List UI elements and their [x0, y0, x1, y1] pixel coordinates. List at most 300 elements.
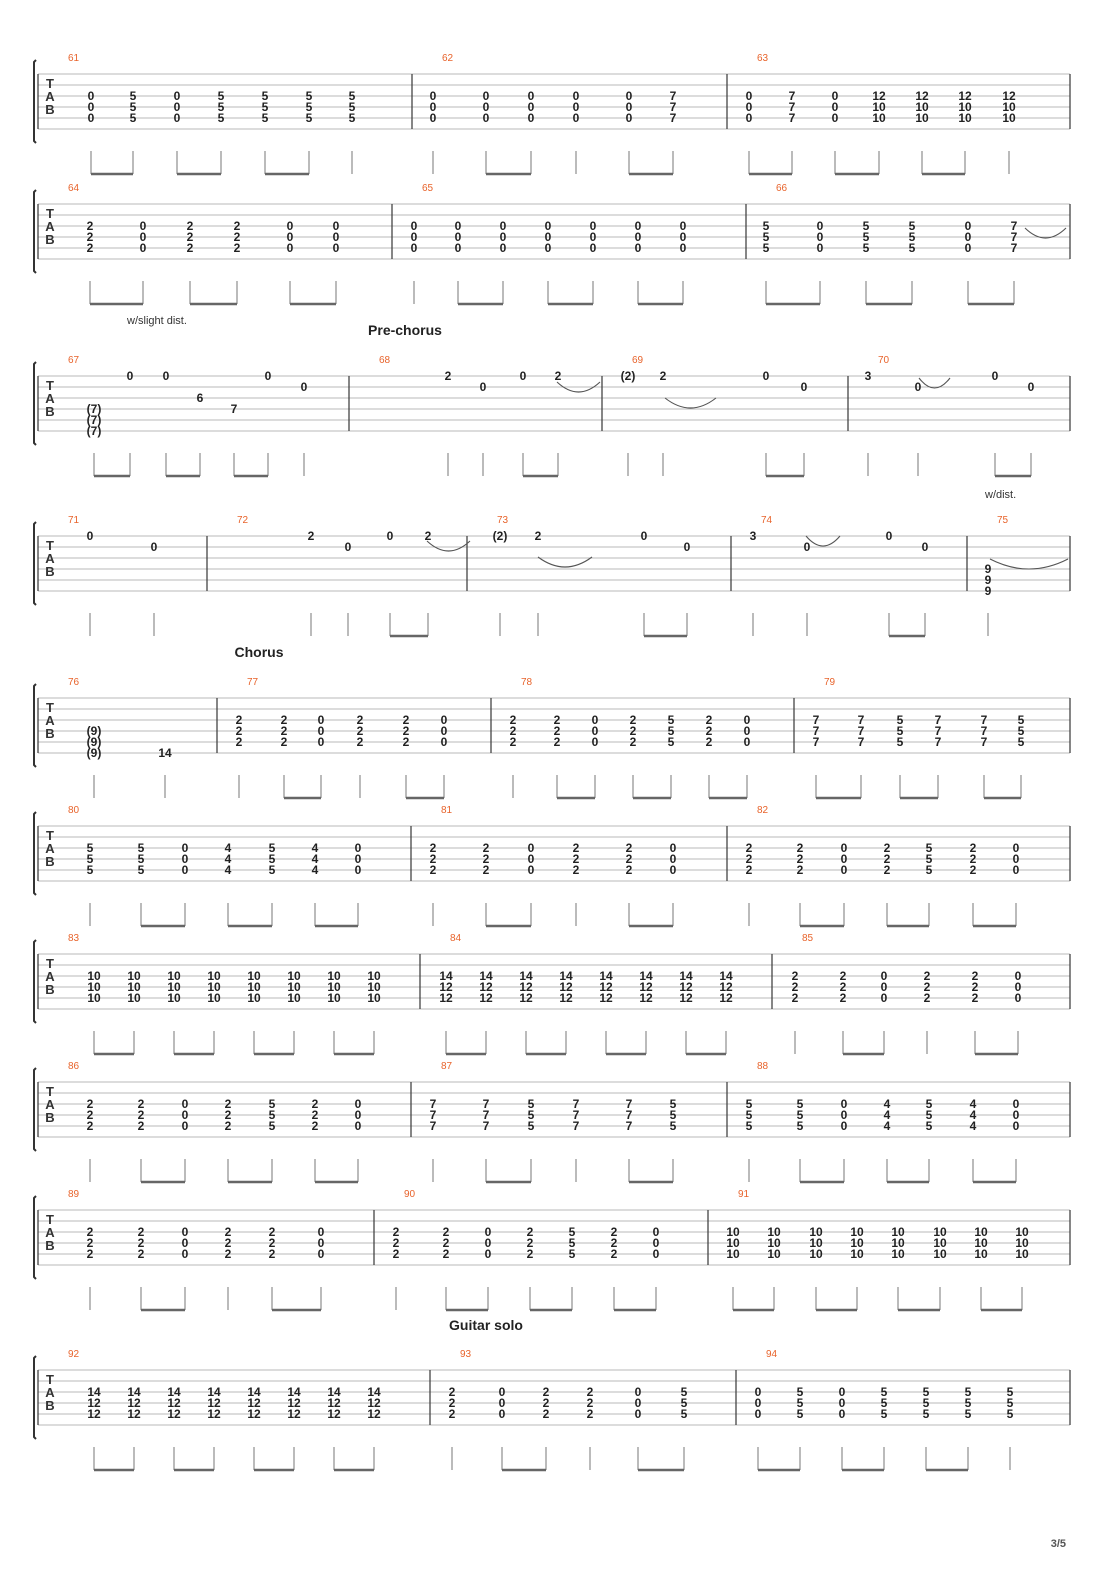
fret-number: (7)	[86, 402, 102, 416]
fret-number: 12	[327, 1407, 341, 1421]
fret-number: 5	[964, 1407, 972, 1421]
fret-number: 10	[933, 1247, 947, 1261]
fret-number: 7	[857, 713, 865, 727]
fret-number: 0	[679, 241, 687, 255]
fret-number: 0	[181, 1225, 189, 1239]
fret-number: 2	[280, 713, 288, 727]
tab-system	[34, 805, 1070, 926]
fret-number: 10	[87, 969, 101, 983]
fret-number: 0	[914, 380, 922, 394]
fret-number: 10	[327, 980, 341, 994]
fret-number: 4	[224, 863, 232, 877]
fret-number: 10	[850, 1236, 864, 1250]
fret-number: 5	[305, 89, 313, 103]
fret-number: 4	[311, 841, 319, 855]
fret-number: 0	[332, 230, 340, 244]
fret-number: 2	[224, 1119, 232, 1133]
measure-number: 73	[497, 515, 509, 526]
system-bracket	[34, 362, 36, 445]
fret-number: 0	[354, 1119, 362, 1133]
fret-number: 5	[1006, 1407, 1014, 1421]
fret-number: 12	[958, 89, 972, 103]
fret-number: 3	[749, 529, 757, 543]
fret-number: 0	[454, 230, 462, 244]
fret-number: 2	[186, 241, 194, 255]
measure-number: 64	[68, 183, 80, 194]
fret-number: 0	[286, 219, 294, 233]
fret-number: 0	[479, 380, 487, 394]
fret-number: 5	[261, 100, 269, 114]
fret-number: 0	[754, 1396, 762, 1410]
fret-number: 10	[767, 1247, 781, 1261]
tab-clef-letter: T	[46, 1212, 54, 1227]
tab-clef-letter: B	[45, 1238, 55, 1253]
fret-number: 10	[127, 991, 141, 1005]
fret-number: 0	[498, 1407, 506, 1421]
fret-number: 5	[305, 100, 313, 114]
fret-number: 0	[589, 219, 597, 233]
fret-number: 0	[410, 241, 418, 255]
fret-number: 5	[796, 1108, 804, 1122]
fret-number: 0	[87, 111, 95, 125]
fret-number: 4	[311, 863, 319, 877]
fret-number: 7	[812, 735, 820, 749]
tab-clef-letter: B	[45, 232, 55, 247]
fret-number: 5	[796, 1407, 804, 1421]
fret-number: 2	[553, 713, 561, 727]
fret-number: 2	[233, 230, 241, 244]
fret-number: 0	[625, 100, 633, 114]
tab-clef-letter: A	[45, 551, 55, 566]
fret-number: 14	[327, 1385, 341, 1399]
fret-number: 0	[1012, 1119, 1020, 1133]
fret-number: 10	[327, 969, 341, 983]
fret-number: 0	[816, 219, 824, 233]
fret-number: 2	[137, 1097, 145, 1111]
fret-number: 12	[247, 1396, 261, 1410]
fret-number: 0	[634, 1407, 642, 1421]
fret-number: 0	[454, 241, 462, 255]
fret-number: 0	[410, 219, 418, 233]
fret-number: 7	[625, 1097, 633, 1111]
fret-number: 0	[484, 1247, 492, 1261]
fret-number: 0	[527, 863, 535, 877]
fret-number: 12	[127, 1396, 141, 1410]
fret-number: 0	[838, 1385, 846, 1399]
fret-number: 5	[527, 1108, 535, 1122]
fret-number: 5	[908, 219, 916, 233]
fret-number: 0	[679, 230, 687, 244]
fret-number: 10	[327, 991, 341, 1005]
fret-number: 10	[247, 980, 261, 994]
fret-number: 2	[86, 1236, 94, 1250]
fret-number: 2	[883, 841, 891, 855]
fret-number: 0	[429, 100, 437, 114]
fret-number: 5	[568, 1236, 576, 1250]
tab-system	[34, 355, 1070, 476]
fret-number: 0	[840, 863, 848, 877]
fret-number: 0	[572, 89, 580, 103]
fret-number: 0	[640, 529, 648, 543]
fret-number: 2	[610, 1225, 618, 1239]
fret-number: 5	[762, 230, 770, 244]
fret-number: 2	[307, 529, 315, 543]
fret-number: 2	[402, 713, 410, 727]
fret-number: 0	[173, 111, 181, 125]
fret-number: 0	[332, 241, 340, 255]
fret-number: 5	[896, 724, 904, 738]
fret-number: 12	[327, 1396, 341, 1410]
fret-number: 14	[287, 1385, 301, 1399]
fret-number: 2	[509, 713, 517, 727]
tab-clef-letter: T	[46, 1084, 54, 1099]
fret-number: 0	[831, 100, 839, 114]
tab-clef-letter: B	[45, 1398, 55, 1413]
fret-number: 0	[139, 241, 147, 255]
fret-number: 0	[591, 713, 599, 727]
fret-number: 7	[429, 1097, 437, 1111]
fret-number: 14	[679, 969, 693, 983]
fret-number: 2	[971, 969, 979, 983]
fret-number: 2	[224, 1097, 232, 1111]
measure-number: 77	[247, 677, 259, 688]
fret-number: 12	[1002, 89, 1016, 103]
fret-number: 7	[934, 713, 942, 727]
fret-number: 14	[87, 1385, 101, 1399]
fret-number: 0	[317, 1225, 325, 1239]
fret-number: 12	[367, 1407, 381, 1421]
fret-number: 2	[356, 713, 364, 727]
fret-number: 0	[527, 89, 535, 103]
fret-number: 0	[181, 841, 189, 855]
fret-number: 5	[896, 713, 904, 727]
fret-number: 5	[568, 1225, 576, 1239]
fret-number: 2	[542, 1407, 550, 1421]
measure-number: 65	[422, 183, 434, 194]
fret-number: 0	[429, 89, 437, 103]
fret-number: 5	[667, 713, 675, 727]
fret-number: 5	[896, 735, 904, 749]
fret-number: 0	[87, 100, 95, 114]
fret-number: 7	[482, 1097, 490, 1111]
fret-number: 2	[586, 1385, 594, 1399]
fret-number: 0	[754, 1385, 762, 1399]
fret-number: 7	[482, 1119, 490, 1133]
fret-number: 2	[233, 241, 241, 255]
fret-number: 7	[572, 1108, 580, 1122]
measure-number: 70	[878, 355, 890, 366]
fret-number: 0	[652, 1236, 660, 1250]
fret-number: 0	[1014, 980, 1022, 994]
fret-number: 7	[1010, 241, 1018, 255]
fret-number: 2	[554, 369, 562, 383]
fret-number: 2	[86, 241, 94, 255]
fret-number: 0	[743, 724, 751, 738]
system-bracket	[34, 812, 36, 895]
fret-number: 0	[181, 1108, 189, 1122]
fret-number: 2	[186, 219, 194, 233]
tab-clef-letter: A	[45, 1225, 55, 1240]
fret-number: 0	[1012, 1097, 1020, 1111]
fret-number: 10	[726, 1225, 740, 1239]
fret-number: 7	[788, 111, 796, 125]
fret-number: 0	[499, 230, 507, 244]
tab-system	[34, 515, 1070, 636]
fret-number: 10	[1015, 1236, 1029, 1250]
fret-number: 10	[367, 980, 381, 994]
fret-number: 12	[87, 1396, 101, 1410]
fret-number: 7	[788, 100, 796, 114]
tab-clef-letter: A	[45, 219, 55, 234]
fret-number: 2	[745, 863, 753, 877]
fret-number: 5	[667, 724, 675, 738]
fret-number: 5	[680, 1407, 688, 1421]
fret-number: 2	[280, 724, 288, 738]
fret-number: 10	[850, 1247, 864, 1261]
fret-number: 2	[402, 724, 410, 738]
fret-number: 2	[705, 735, 713, 749]
fret-number: 7	[857, 724, 865, 738]
fret-number: 2	[429, 841, 437, 855]
fret-number: 10	[726, 1247, 740, 1261]
fret-number: 2	[542, 1396, 550, 1410]
measure-number: 76	[68, 677, 80, 688]
fret-number: 2	[268, 1225, 276, 1239]
fret-number: 12	[872, 89, 886, 103]
measure-number: 69	[632, 355, 644, 366]
fret-number: 2	[444, 369, 452, 383]
fret-number: 0	[181, 1119, 189, 1133]
fret-number: 14	[599, 969, 613, 983]
tab-system	[34, 933, 1070, 1054]
fret-number: 7	[429, 1108, 437, 1122]
fret-number: 0	[634, 241, 642, 255]
fret-number: 0	[634, 230, 642, 244]
fret-number: 14	[559, 969, 573, 983]
fret-number: 2	[137, 1108, 145, 1122]
fret-number: 12	[519, 991, 533, 1005]
fret-number: 5	[261, 89, 269, 103]
fret-number: 0	[354, 852, 362, 866]
fret-number: 0	[181, 1097, 189, 1111]
fret-number: 7	[669, 100, 677, 114]
fret-number: 14	[167, 1385, 181, 1399]
fret-number: 0	[317, 1236, 325, 1250]
fret-number: 2	[137, 1247, 145, 1261]
fret-number: 5	[762, 241, 770, 255]
fret-number: 2	[526, 1236, 534, 1250]
fret-number: 10	[872, 100, 886, 114]
fret-number: 2	[883, 863, 891, 877]
tab-system	[34, 1189, 1070, 1310]
fret-number: 2	[86, 1247, 94, 1261]
fret-number: 0	[840, 841, 848, 855]
fret-number: 0	[816, 241, 824, 255]
fret-number: 10	[726, 1236, 740, 1250]
system-bracket	[34, 940, 36, 1023]
fret-number: 2	[969, 841, 977, 855]
fret-number: 10	[167, 969, 181, 983]
fret-number: 10	[247, 991, 261, 1005]
measure-number: 92	[68, 1349, 80, 1360]
fret-number: 5	[964, 1385, 972, 1399]
fret-number: 2	[586, 1396, 594, 1410]
fret-number: 2	[442, 1247, 450, 1261]
fret-number: 0	[964, 219, 972, 233]
fret-number: 12	[367, 1396, 381, 1410]
measure-number: 89	[68, 1189, 80, 1200]
fret-number: (7)	[86, 413, 102, 427]
fret-number: 0	[181, 1236, 189, 1250]
fret-number: 0	[743, 713, 751, 727]
fret-number: 2	[553, 735, 561, 749]
fret-number: 10	[958, 111, 972, 125]
fret-number: 10	[207, 969, 221, 983]
fret-number: 5	[908, 230, 916, 244]
fret-number: 2	[610, 1247, 618, 1261]
measure-number: 61	[68, 53, 80, 64]
fret-number: 0	[354, 1108, 362, 1122]
fret-number: 2	[839, 969, 847, 983]
fret-number: 2	[137, 1119, 145, 1133]
fret-number: 2	[629, 713, 637, 727]
fret-number: 10	[974, 1225, 988, 1239]
fret-number: 0	[527, 852, 535, 866]
fret-number: 7	[934, 724, 942, 738]
fret-number: 10	[915, 100, 929, 114]
fret-number: 2	[311, 1097, 319, 1111]
measure-number: 85	[802, 933, 814, 944]
tab-clef-letter: A	[45, 1097, 55, 1112]
fret-number: 7	[669, 111, 677, 125]
section-label-chorus: Chorus	[234, 644, 284, 660]
fret-number: 0	[317, 735, 325, 749]
fret-number: 9	[984, 573, 992, 587]
fret-number: 2	[553, 724, 561, 738]
fret-number: 0	[482, 100, 490, 114]
fret-number: 10	[915, 111, 929, 125]
fret-number: 10	[809, 1247, 823, 1261]
fret-number: 0	[317, 1247, 325, 1261]
fret-number: 0	[354, 841, 362, 855]
fret-number: 2	[791, 980, 799, 994]
fret-number: 5	[796, 1097, 804, 1111]
fret-number: 2	[509, 735, 517, 749]
fret-number: 0	[440, 713, 448, 727]
fret-number: 5	[964, 1396, 972, 1410]
fret-number: 7	[812, 724, 820, 738]
fret-number: 7	[857, 735, 865, 749]
fret-number: 4	[883, 1097, 891, 1111]
fret-number: 5	[1006, 1385, 1014, 1399]
fret-number: 0	[991, 369, 999, 383]
fret-number: 10	[207, 980, 221, 994]
fret-number: 5	[908, 241, 916, 255]
fret-number: 0	[669, 863, 677, 877]
fret-number: 0	[683, 540, 691, 554]
fret-number: 0	[831, 111, 839, 125]
fret-number: 0	[317, 724, 325, 738]
fret-number: 2	[971, 980, 979, 994]
fret-number: 2	[572, 841, 580, 855]
fret-number: 2	[86, 1225, 94, 1239]
fret-number: 0	[484, 1225, 492, 1239]
fret-number: 5	[667, 735, 675, 749]
fret-number: 5	[1017, 713, 1025, 727]
fret-number: 2	[224, 1247, 232, 1261]
fret-number: 4	[883, 1108, 891, 1122]
fret-number: 5	[217, 111, 225, 125]
fret-number: 2	[969, 863, 977, 877]
measure-number: 90	[404, 1189, 416, 1200]
fret-number: 2	[705, 724, 713, 738]
tab-system	[34, 53, 1070, 174]
tab-clef-letter: B	[45, 1110, 55, 1125]
fret-number: 2	[429, 852, 437, 866]
fret-number: 2	[448, 1396, 456, 1410]
fret-number: 0	[1012, 863, 1020, 877]
fret-number: 2	[839, 980, 847, 994]
fret-number: 0	[679, 219, 687, 233]
fret-number: 10	[207, 991, 221, 1005]
fret-number: 5	[568, 1247, 576, 1261]
fret-number: 0	[429, 111, 437, 125]
tab-clef-letter: A	[45, 391, 55, 406]
fret-number: 14	[247, 1385, 261, 1399]
fret-number: 0	[803, 540, 811, 554]
fret-number: 12	[167, 1407, 181, 1421]
fret-number: 5	[922, 1407, 930, 1421]
fret-number: 14	[367, 1385, 381, 1399]
page-number: 3/5	[1050, 1538, 1066, 1550]
fret-number: 10	[974, 1236, 988, 1250]
fret-number: 4	[883, 1119, 891, 1133]
fret-number: 0	[652, 1225, 660, 1239]
tab-clef-letter: A	[45, 713, 55, 728]
fret-number: 0	[880, 980, 888, 994]
fret-number: 5	[925, 1119, 933, 1133]
fret-number: 10	[247, 969, 261, 983]
tie-curve	[427, 541, 470, 551]
section-label-guitar-solo: Guitar solo	[449, 1317, 523, 1333]
fret-number: 2	[745, 841, 753, 855]
fret-number: 14	[439, 969, 453, 983]
fret-number: 2	[791, 969, 799, 983]
fret-number: 2	[442, 1225, 450, 1239]
fret-number: 2	[526, 1225, 534, 1239]
fret-number: 0	[652, 1247, 660, 1261]
fret-number: 7	[1010, 219, 1018, 233]
fret-number: 0	[1012, 1108, 1020, 1122]
fret-number: 10	[167, 980, 181, 994]
fret-number: 5	[129, 100, 137, 114]
fret-number: 10	[767, 1225, 781, 1239]
fret-number: 0	[386, 529, 394, 543]
fret-number: 2	[86, 1097, 94, 1111]
fret-number: 12	[479, 991, 493, 1005]
fret-number: 2	[137, 1236, 145, 1250]
fret-number: 5	[680, 1396, 688, 1410]
fret-number: 2	[235, 735, 243, 749]
fret-number: 10	[809, 1236, 823, 1250]
fret-number: 12	[167, 1396, 181, 1410]
fret-number: 0	[544, 230, 552, 244]
fret-number: 7	[980, 724, 988, 738]
fret-number: 10	[1015, 1247, 1029, 1261]
tab-clef-letter: T	[46, 700, 54, 715]
fret-number: 5	[880, 1396, 888, 1410]
fret-number: 7	[788, 89, 796, 103]
